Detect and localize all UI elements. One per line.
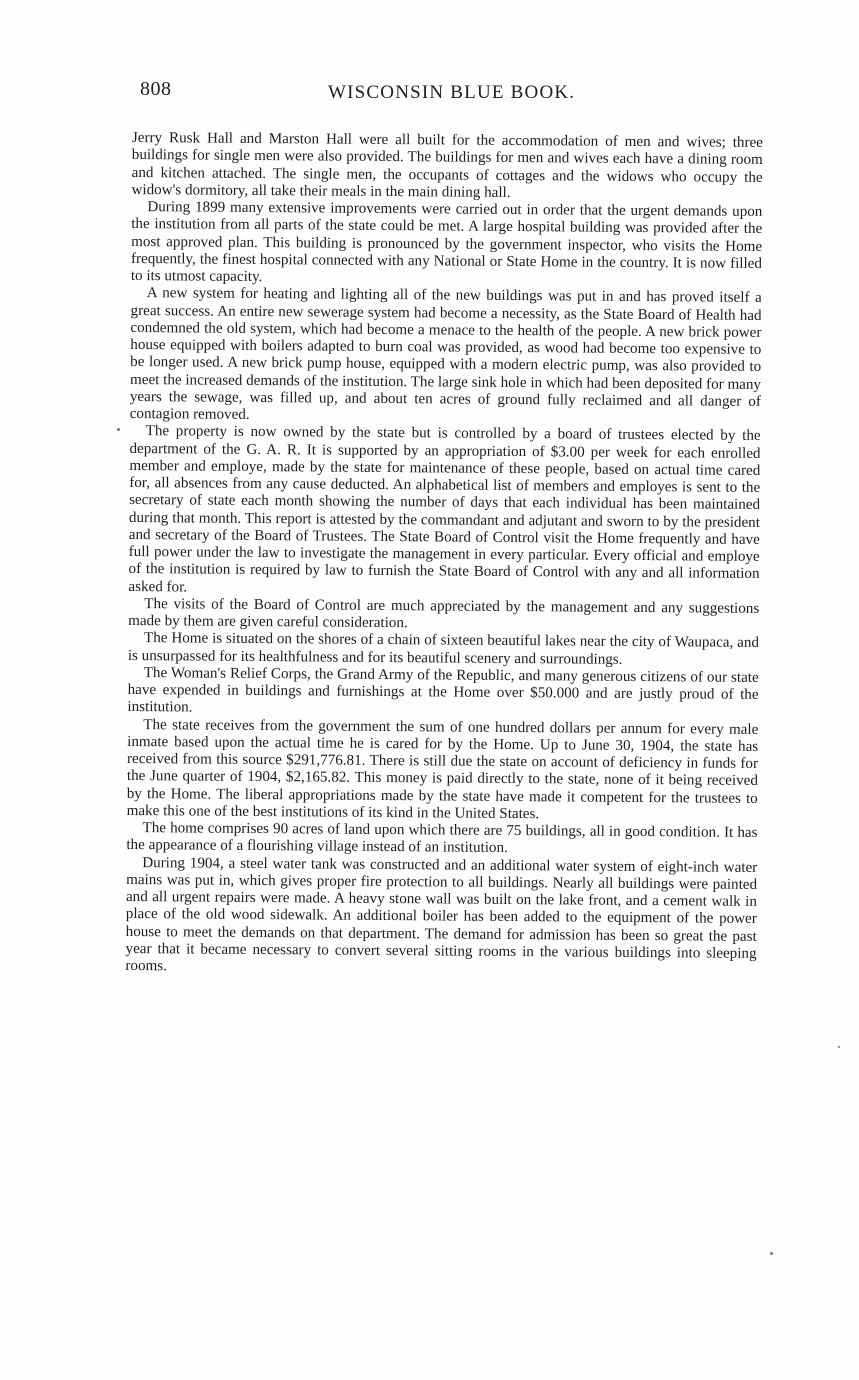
paragraph-8: The state receives from the government the sum of one hundred dollars per annum for every male inmate based upon the actual time he is cared for by the Home. Up to June 30, 1904, the state has received from this source $291,776.81. There is still due the state on account of deficiency in funds for the June quarter of 1904, $2,165.82. This money is paid directly to the state, none of it being received by the Home. The liberal appropriations made by the state have made it competent for the trustees to make this one of the best institutions of its kind in the United States. [126, 716, 759, 822]
paragraph-1: Jerry Rusk Hall and Marston Hall were all built for the accommodation of men and wives; three buildings for single men were also provided. The buildings for men and wives each have a dining room and kitchen attached. The single men, the occupants of cottages and the widows who occupy the widow's dormitory, all take their meals in the main dining hall. [131, 130, 763, 201]
paragraph-4: The property is now owned by the state but is controlled by a board of trustees elected by the department of the G. A. R. It is supported by an appropriation of $3.00 per week for each enrolled member and employe, made by the state for maintenance of these people, based on actual time cared for, all absences from any cause deducted. An alphabetical list of members and employes is sent to the secretary of state each month showing the number of days that each individual has been maintained during that month. This report is attested by the commandant and adjutant and sworn to by the president and secretary of the Board of Trustees. The State Board of Control visit the Home frequently and have full power under the law to investigate the management in every particular. Every official and employe of the institution is required by law to furnish the State Board of Control with any and all information asked for. [128, 423, 761, 595]
paragraph-3: A new system for heating and lighting all of the new buildings was put in and has proved itself a great success. An entire new sewerage system had become a necessity, as the State Board of Health had condemned the old system, which had become a menace to the health of the people. A new brick power house equipped with boilers adapted to burn coal was provided, as wood had become too expensive to be longer used. A new brick pump house, equipped with a modern electric pump, was also provided to meet the increased demands of the institution. The large sink hole in which had been deposited for many years the sewage, was filled up, and about ten acres of ground fully reclaimed and all danger of contagion removed. [129, 285, 762, 423]
running-title: WISCONSIN BLUE BOOK. [328, 82, 576, 103]
paragraph-9: The home comprises 90 acres of land upon which there are 75 buildings, all in good condition. It has the appearance of a flourishing village instead of an institution. [126, 820, 758, 857]
scan-speck [117, 428, 120, 431]
paragraph-7: The Woman's Relief Corps, the Grand Army of the Republic, and many generous citizens of our state have expended in buildings and furnishings at the Home over $50.000 and are justly proud of the institution. [127, 664, 759, 716]
paragraph-5: The visits of the Board of Control are much appreciated by the management and any suggestions made by them are given careful consideration. [128, 595, 760, 632]
paragraph-10: During 1904, a steel water tank was constructed and an additional water system of eight-inch water mains was put in, which gives proper fire protection to all buildings. Nearly all buildings were painted and all urgent repairs were made. A heavy stone wall was built on the lake front, and a cement walk in place of the old wood sidewalk. An additional boiler has been added to the equipment of the power house to meet the demands on that department. The demand for admission has been so great the past year that it became necessary to convert several sitting rooms in the various buildings into sleeping rooms. [125, 854, 758, 975]
page-number: 808 [140, 78, 172, 100]
paragraph-2: During 1899 many extensive improvements were carried out in order that the urgent demands upon the institution from all parts of the state could be met. A large hospital building was provided after the most approved plan. This building is pronounced by the government inspector, who visits the Home frequently, the finest hospital connected with any National or State Home in the country. It is now filled to its utmost capacity. [130, 199, 763, 286]
body-text [125, 130, 763, 980]
scan-speck [838, 1046, 840, 1048]
paragraph-6: The Home is situated on the shores of a chain of sixteen beautiful lakes near the city of Waupaca, and is unsurpassed for its healthfulness and for its beautiful scenery and surroundings. [127, 630, 760, 668]
scan-speck [770, 1252, 773, 1255]
